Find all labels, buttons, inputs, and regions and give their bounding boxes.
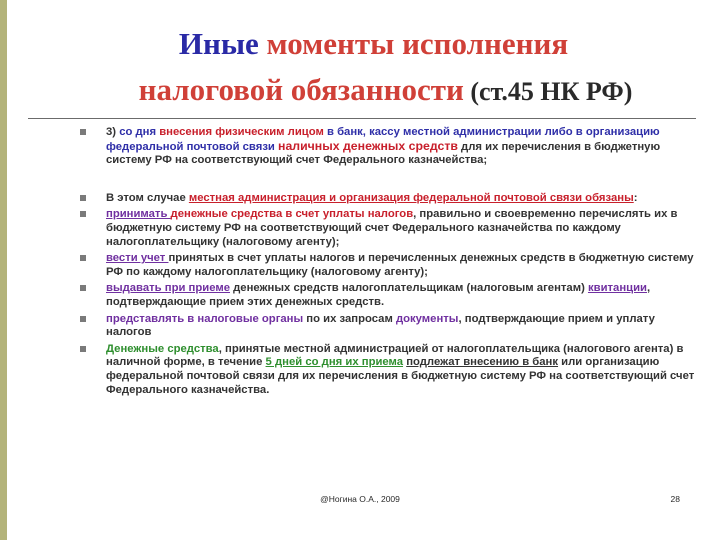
bullet-text-segment: : [633,191,638,204]
bullet-text-segment: выдавать при приеме [106,282,230,295]
bullet-item [80,192,700,206]
bullet-text-segment: денежных средств налогоплательщикам (налоговым агентам) [230,282,588,295]
bullet-text-segment: местная администрация и организация федеральной почтовой связи обязаны [188,191,634,204]
bullet-list [80,126,700,397]
bullet-text-segment: принятых в счет уплаты налогов и перечисленных денежных средств в бюджетную систему РФ по каждому налогоплательщику (налоговому агенту); [106,252,694,278]
bullet-text-segment: принимать [106,208,171,221]
bullet-text-segment: подлежат внесению в банк [406,356,559,369]
title-line-2-part-b: (ст.45 НК РФ) [463,77,633,106]
bullet-text-segment: , принятые местной администрацией от налогоплательщика (налогового агента) в наличной форме, в течение [106,342,684,369]
bullet-item [80,282,700,309]
bullet-text-segment: документы [395,312,459,325]
footer-copyright: @Ногина О.А., 2009 [320,494,400,504]
bullet-marker-icon [80,255,86,261]
title-divider [28,118,696,119]
bullet-text-segment: , подтверждающие прием и уплату налогов [106,312,655,339]
bullet-text-segment: денежные средства в счет уплаты налогов [170,208,414,221]
bullet-item [80,208,700,249]
page-number: 28 [670,494,680,504]
bullet-marker-icon [80,195,86,201]
bullet-text-segment: 5 дней со дня их приема [265,356,404,369]
bullet-text-segment: , правильно и своевременно перечислять их в бюджетную систему РФ на соответствующий счет Федерального казначейства по каждому налогоплательщику (налоговому агенту); [106,208,678,248]
bullet-text-segment: представлять в налоговые органы [106,312,307,325]
title-line-2-part-a: налоговой обязанности [138,72,464,107]
title-line-1-part-b: моменты исполнения [266,26,569,61]
bullet-item [80,126,700,168]
bullet-text-segment: В этом случае [106,191,189,204]
bullet-text-segment: в банк, кассу местной администрации либо в организацию федеральной почтовой связи [106,126,660,153]
bullet-text-segment: для их перечисления в бюджетную систему РФ на соответствующий счет Федерального казначейства; [106,140,661,167]
bullet-marker-icon [80,129,86,135]
bullet-item [80,343,700,397]
left-accent-bar [0,0,7,540]
bullet-text-segment: по их запросам [306,312,396,325]
bullet-text-segment: или организацию федеральной почтовой связи для их перечисления в бюджетную систему РФ на соответствующий счет Федерального казначейства. [106,356,695,396]
bullet-marker-icon [80,211,86,217]
bullet-text-segment: вести учет [106,252,169,265]
bullet-marker-icon [80,285,86,291]
bullet-text-segment: внесения физическим лицом [159,126,327,138]
bullet-item [80,313,700,340]
bullet-text-segment: со дня [119,126,160,138]
bullet-item [80,252,700,279]
bullet-marker-icon [80,346,86,352]
bullet-text-segment: , подтверждающие прием этих денежных средств. [106,282,651,308]
title-line-2 [29,70,720,112]
title-line-1 [17,24,720,64]
bullet-text-segment: Денежные средства [106,342,219,355]
bullet-text-segment: наличных денежных средств [278,138,458,153]
bullet-marker-icon [80,316,86,322]
bullet-text-segment: 3) [106,126,120,138]
bullet-text-segment: квитанции [587,282,647,295]
title-line-1-part-a: Иные [178,26,267,61]
slide-title [7,0,720,118]
